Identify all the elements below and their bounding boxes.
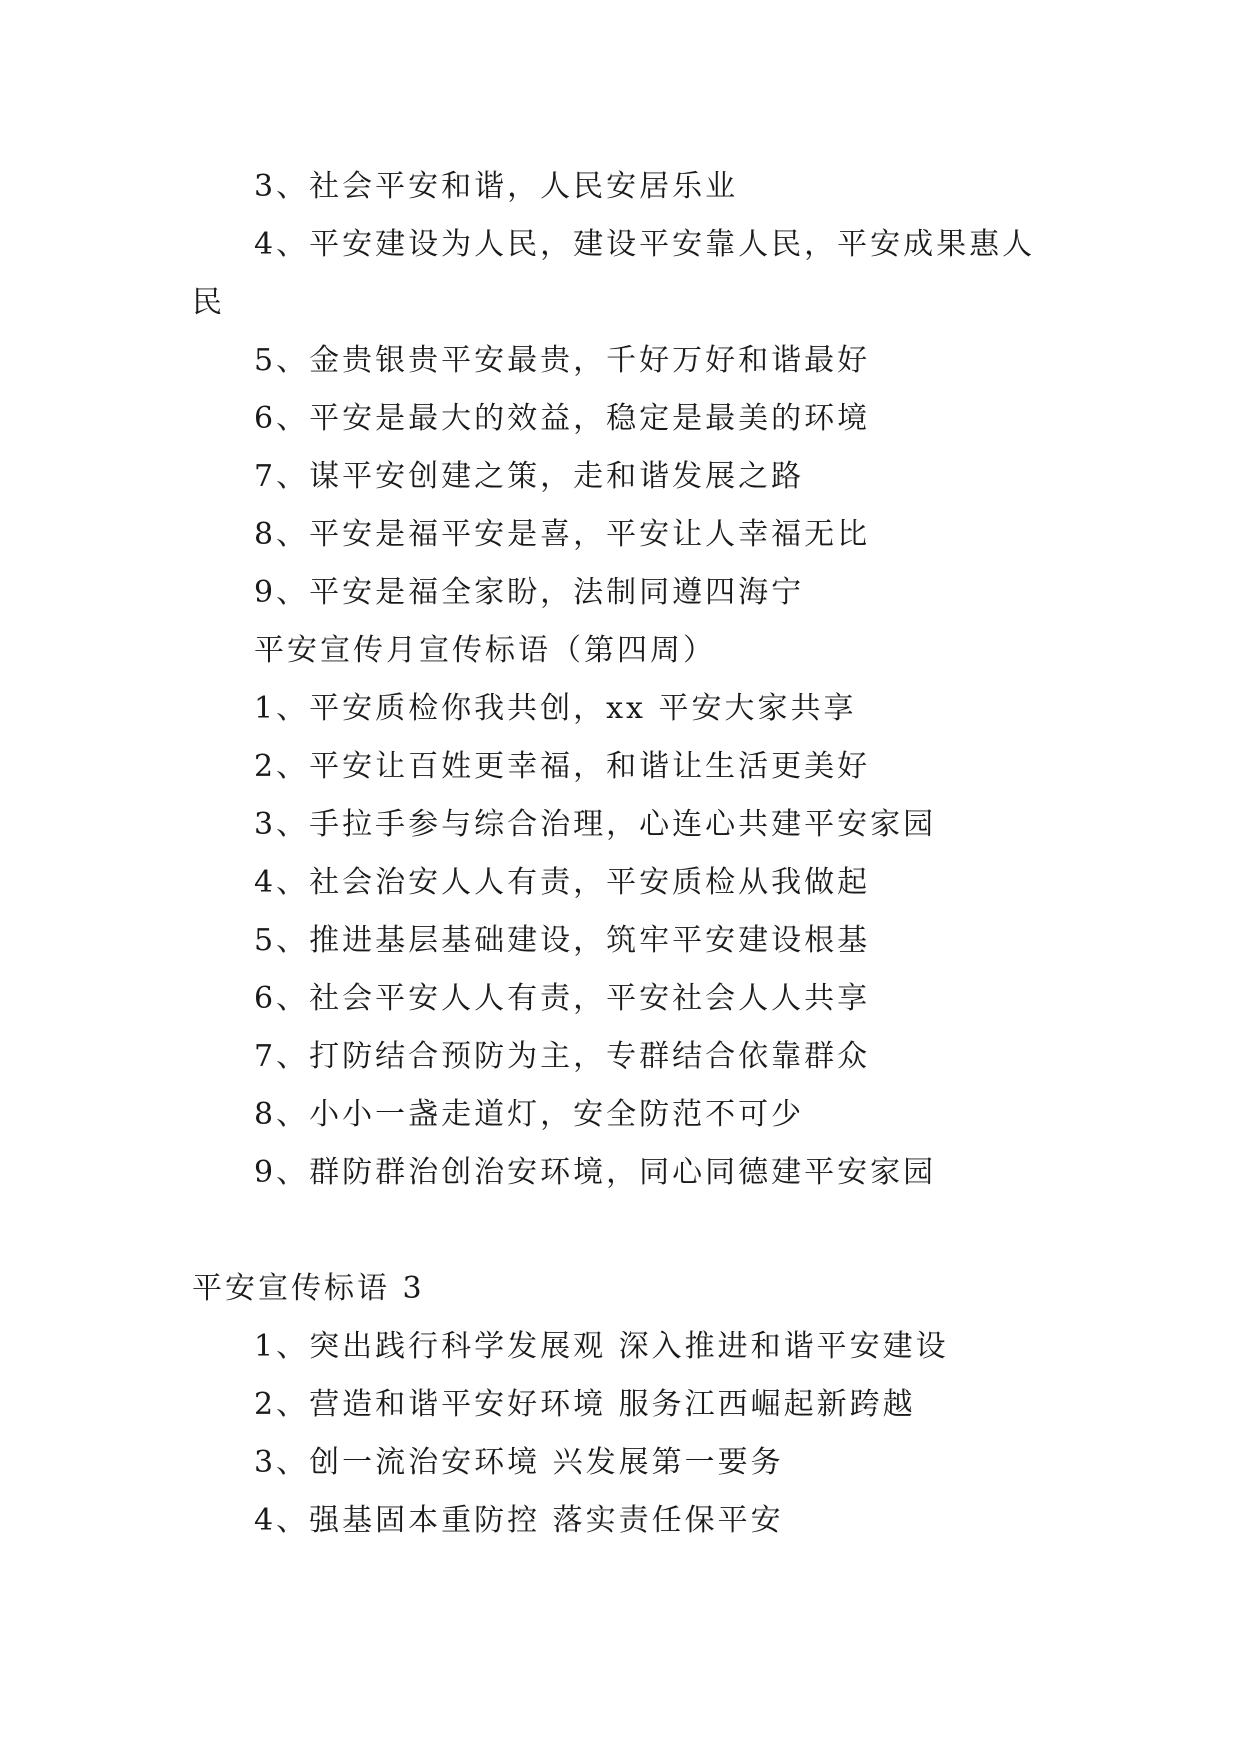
slogan-line: 4、强基固本重防控 落实责任保平安 [254,1503,784,1538]
slogan-line: 8、小小一盏走道灯，安全防范不可少 [254,1097,805,1132]
slogan-line: 1、平安质检你我共创，xx 平安大家共享 [254,691,857,726]
slogan-line: 3、手拉手参与综合治理，心连心共建平安家园 [254,807,937,842]
slogan-line: 6、社会平安人人有责，平安社会人人共享 [254,981,871,1016]
slogan-line: 9、群防群治创治安环境，同心同德建平安家园 [254,1155,937,1190]
slogan-line: 2、平安让百姓更幸福，和谐让生活更美好 [254,749,871,784]
slogan-line-continuation: 民 [192,285,225,320]
slogan-line: 4、平安建设为人民，建设平安靠人民，平安成果惠人 [254,227,1036,262]
slogan-line: 5、金贵银贵平安最贵，千好万好和谐最好 [254,343,871,378]
slogan-line: 3、创一流治安环境 兴发展第一要务 [254,1445,784,1480]
slogan-line: 1、突出践行科学发展观 深入推进和谐平安建设 [254,1329,949,1364]
slogan-line: 4、社会治安人人有责，平安质检从我做起 [254,865,871,900]
slogan-line: 7、打防结合预防为主，专群结合依靠群众 [254,1039,871,1074]
section-heading: 平安宣传月宣传标语（第四周） [254,633,716,668]
slogan-line: 7、谋平安创建之策，走和谐发展之路 [254,459,805,494]
slogan-line: 8、平安是福平安是喜，平安让人幸福无比 [254,517,871,552]
slogan-line: 2、营造和谐平安好环境 服务江西崛起新跨越 [254,1387,916,1422]
slogan-line: 5、推进基层基础建设，筑牢平安建设根基 [254,923,871,958]
slogan-line: 6、平安是最大的效益，稳定是最美的环境 [254,401,871,436]
slogan-line: 3、社会平安和谐，人民安居乐业 [254,169,739,204]
section-title: 平安宣传标语 3 [192,1271,425,1306]
slogan-line: 9、平安是福全家盼，法制同遵四海宁 [254,575,805,610]
